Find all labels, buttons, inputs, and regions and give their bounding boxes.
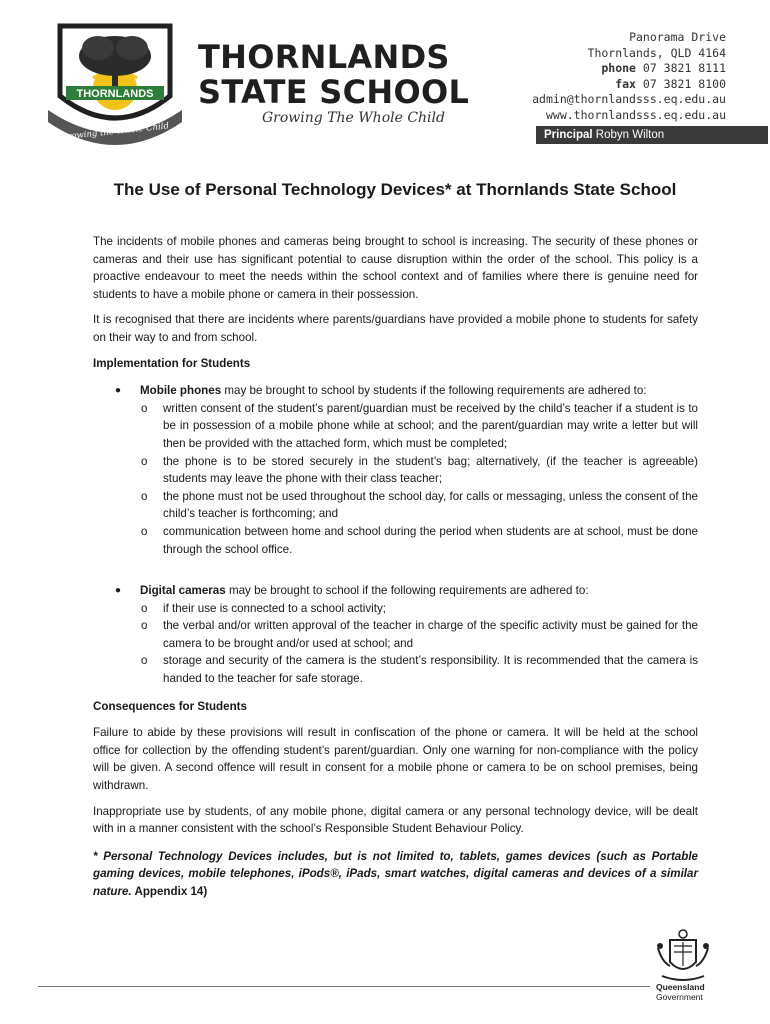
mobile-requirement-item (93, 488, 698, 523)
camera-requirement-text: storage and security of the camera is the student’s responsibility. It is recommended that the camera is handed to the teacher for safe storage. (163, 654, 698, 686)
bullet-marker: ● (115, 385, 122, 397)
fax-value: 07 3821 8100 (642, 76, 726, 91)
sub-bullet-marker: o (141, 489, 148, 503)
sub-bullet-marker: o (141, 619, 148, 633)
intro-paragraph-1: The incidents of mobile phones and cameras being brought to school is increasing. The security of these phones or cameras and their use has significant potential to cause disruption within the order of the school. This policy is a proactive endeavour to meet the needs within the school context and of families where there is genuine need for students to have a mobile phone or camera in their possession. (93, 235, 698, 301)
school-name-line1: THORNLANDS (198, 38, 450, 76)
mobile-requirement-text: written consent of the student’s parent/guardian must be received by the child’s teacher if a student is to be in possession of a mobile phone while at school; and the parent/guardian may write a letter but will then be provided with the attached form, which must be completed; (163, 401, 698, 450)
consequences-paragraph-2: Inappropriate use by students, of any mobile phone, digital camera or any personal technology device, will be dealt with in a manner consistent with the school’s Responsible Student Behaviour Policy. (93, 804, 698, 836)
queensland-government-crest-icon (652, 928, 714, 984)
phone-value: 07 3821 8111 (642, 61, 726, 75)
sub-bullet-marker: o (141, 601, 148, 615)
document-title: The Use of Personal Technology Devices* at Thornlands State School (113, 180, 677, 199)
fax-label: fax (615, 76, 636, 91)
phone-label: phone (601, 61, 636, 75)
svg-text:THORNLANDS: THORNLANDS (76, 88, 154, 100)
digital-cameras-bullet (93, 582, 698, 600)
address-line2: Thornlands, QLD 4164 (587, 45, 726, 60)
queensland-government-label (656, 983, 705, 1002)
document-body (93, 233, 698, 901)
svg-text:Growing the Whole Child: Growing the Whole Child (60, 121, 170, 143)
email-address[interactable]: admin@thornlandsss.eq.edu.au (532, 92, 726, 106)
mobile-requirement-item (93, 523, 698, 558)
consequences-heading: Consequences for Students (93, 699, 247, 713)
mobile-requirement-item (93, 400, 698, 453)
fax-line (532, 77, 726, 93)
mobile-phones-lead: Mobile phones (140, 384, 222, 398)
sub-bullet-marker: o (141, 524, 148, 538)
sub-bullet-marker: o (141, 654, 148, 668)
camera-requirement-item (93, 600, 698, 618)
implementation-heading: Implementation for Students (93, 356, 251, 370)
school-tagline: Growing The Whole Child (262, 110, 445, 126)
sub-bullet-marker: o (141, 454, 148, 468)
camera-requirement-item (93, 617, 698, 652)
camera-requirement-text: the verbal and/or written approval of the teacher in charge of the specific activity must be gained for the camera to be brought and/or used at school; and (163, 619, 698, 650)
digital-cameras-text: may be brought to school if the following requirements are adhered to: (225, 584, 589, 598)
camera-requirement-item (93, 652, 698, 687)
school-name (198, 40, 469, 110)
principal-label: Principal (544, 129, 593, 141)
contact-block (532, 30, 726, 123)
devices-footnote (93, 848, 698, 901)
mobile-requirement-text: the phone must not be used throughout the school day, for calls or messaging, unless the consent of the child’s teacher is forthcoming; and (163, 489, 698, 521)
gov-line2: Government (656, 991, 703, 1002)
footnote-appendix: Appendix 14) (131, 885, 208, 898)
phone-line (532, 61, 726, 77)
intro-paragraph-2: It is recognised that there are incidents where parents/guardians have provided a mobile phone to students for safety on their way to and from school. (93, 313, 698, 344)
footnote-text: * Personal Technology Devices includes, but is not limited to, tablets, games devices (such as Portable gaming devices, mobile telephones, iPods®, iPads, smart watches, digital cameras and devices of a similar nature. (93, 849, 698, 898)
bullet-marker: ● (115, 585, 122, 597)
mobile-phones-bullet (93, 382, 698, 400)
mobile-requirement-text: the phone is to be stored securely in the student’s bag; alternatively, (if the teacher is agreeable) students may leave the phone with their class teacher; (163, 454, 698, 486)
mobile-requirement-item (93, 453, 698, 488)
principal-name: Robyn Wilton (595, 129, 665, 141)
mobile-requirement-text: communication between home and school during the period when students are at school, must be done through the school office. (163, 524, 698, 556)
spacer (93, 558, 698, 572)
footer-divider (38, 986, 650, 987)
address-line1: Panorama Drive (629, 30, 726, 44)
website-address[interactable]: www.thornlandsss.eq.edu.au (545, 107, 726, 122)
sub-bullet-marker: o (141, 401, 148, 415)
digital-cameras-lead: Digital cameras (140, 584, 226, 598)
gov-line1: Queensland (656, 982, 705, 992)
principal-bar (536, 126, 768, 144)
camera-requirement-text: if their use is connected to a school activity; (163, 601, 386, 615)
school-crest-logo (40, 18, 190, 146)
school-name-line2: STATE SCHOOL (198, 73, 470, 111)
mobile-phones-text: may be brought to school by students if the following requirements are adhered to: (221, 384, 647, 398)
consequences-paragraph-1: Failure to abide by these provisions will result in confiscation of the phone or camera. It will be held at the school office for collection by the offending student’s parent/guardian. Only one warning for non-compliance with the policy will be given. A second offence will result in consent for a mobile phone or camera to be on school premises, being withdrawn. (93, 726, 698, 793)
